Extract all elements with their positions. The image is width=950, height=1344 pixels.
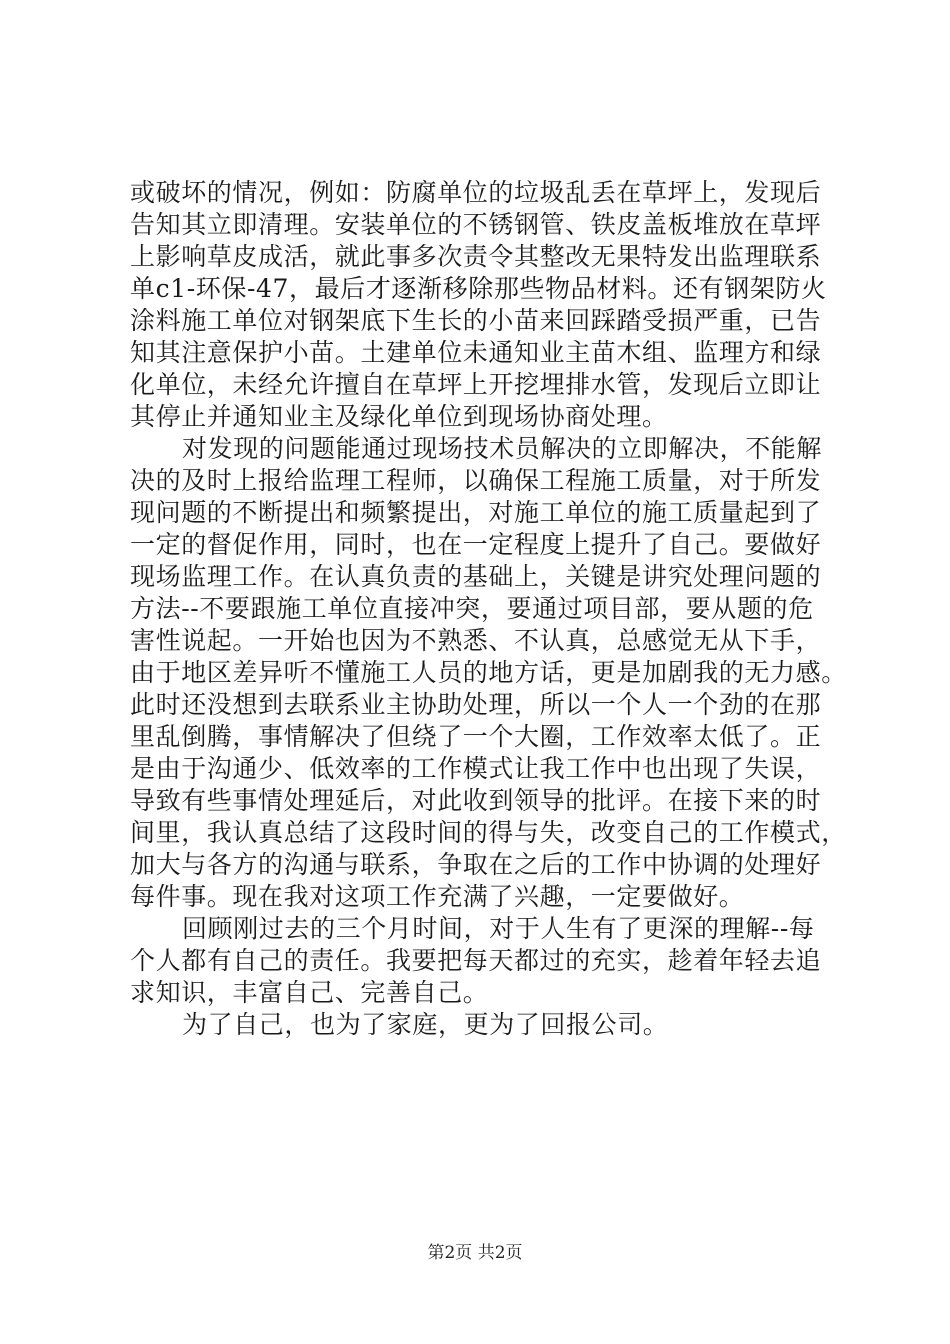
paragraph-1-line-6: 知其注意保护小苗。土建单位未通知业主苗木组、监理方和绿: [130, 338, 822, 367]
paragraph-2-line-10: 里乱倒腾，事情解决了但绕了一个大圈，工作效率太低了。正: [130, 722, 822, 751]
paragraph-1-line-8: 其停止并通知业主及绿化单位到现场协商处理。: [130, 402, 668, 431]
paragraph-2-line-15: 每件事。现在我对这项工作充满了兴趣，一定要做好。: [130, 882, 745, 911]
page-footer: 第2页 共2页: [427, 1243, 523, 1263]
paragraph-1-line-5: 涂料施工单位对钢架底下生长的小苗来回踩踏受损严重，已告: [130, 306, 822, 335]
paragraph-2-line-14: 加大与各方的沟通与联系，争取在之后的工作中协调的处理好: [130, 850, 822, 879]
paragraph-2-line-7: 害性说起。一开始也因为不熟悉、不认真，总感觉无从下手，: [130, 626, 822, 655]
paragraph-2-line-12: 导致有些事情处理延后，对此收到领导的批评。在接下来的时: [130, 786, 822, 815]
paragraph-2-line-5: 现场监理工作。在认真负责的基础上，关键是讲究处理问题的: [130, 562, 822, 591]
paragraph-4-line-1: 为了自己，也为了家庭，更为了回报公司。: [182, 1010, 669, 1039]
paragraph-1-line-7: 化单位，未经允许擅自在草坪上开挖埋排水管，发现后立即让: [130, 370, 822, 399]
paragraph-2-line-1: 对发现的问题能通过现场技术员解决的立即解决，不能解: [182, 434, 823, 463]
paragraph-2-line-2: 决的及时上报给监理工程师，以确保工程施工质量，对于所发: [130, 466, 822, 495]
paragraph-2-line-3: 现问题的不断提出和频繁提出，对施工单位的施工质量起到了: [130, 498, 822, 527]
paragraph-1-line-4: 单c1-环保-47，最后才逐渐移除那些物品材料。还有钢架防火: [130, 274, 827, 303]
paragraph-2-line-9: 此时还没想到去联系业主协助处理，所以一个人一个劲的在那: [130, 690, 822, 719]
paragraph-2-line-8: 由于地区差异听不懂施工人员的地方话，更是加剧我的无力感。: [130, 658, 847, 687]
paragraph-3-line-1: 回顾刚过去的三个月时间，对于人生有了更深的理解--每: [182, 914, 815, 943]
paragraph-2-line-13: 间里，我认真总结了这段时间的得与失，改变自己的工作模式，: [130, 818, 847, 847]
paragraph-2-line-4: 一定的督促作用，同时，也在一定程度上提升了自己。要做好: [130, 530, 822, 559]
paragraph-3-line-2: 个人都有自己的责任。我要把每天都过的充实，趁着年轻去追: [130, 946, 822, 975]
paragraph-2-line-11: 是由于沟通少、低效率的工作模式让我工作中也出现了失误，: [130, 754, 822, 783]
paragraph-3-line-3: 求知识，丰富自己、完善自己。: [130, 978, 489, 1007]
paragraph-1-line-1: 或破坏的情况，例如：防腐单位的垃圾乱丢在草坪上，发现后: [130, 178, 822, 207]
paragraph-1-line-3: 上影响草皮成活，就此事多次责令其整改无果特发出监理联系: [130, 242, 822, 271]
paragraph-1-line-2: 告知其立即清理。安装单位的不锈钢管、铁皮盖板堆放在草坪: [130, 210, 822, 239]
paragraph-2-line-6: 方法--不要跟施工单位直接冲突，要通过项目部，要从题的危: [130, 594, 814, 623]
